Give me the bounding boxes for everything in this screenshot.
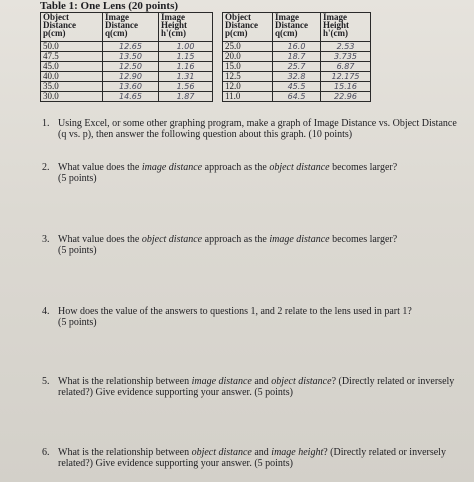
image-distance-cell: 12.65 [103, 42, 159, 52]
question-4 [42, 306, 457, 328]
question-text: and [251, 447, 272, 458]
table-row [41, 82, 213, 92]
object-distance-cell: 12.5 [223, 72, 273, 82]
table-row [223, 62, 371, 72]
image-distance-cell: 13.60 [103, 82, 159, 92]
emphasis: image distance [141, 162, 203, 173]
question-text: What is the relationship between [58, 447, 192, 458]
table-caption: Table 1: One Lens (20 points) [40, 0, 179, 12]
object-distance-cell: 25.0 [223, 42, 273, 52]
question-6 [42, 447, 457, 469]
table-row [41, 42, 213, 52]
question-5 [42, 376, 457, 398]
table-header-row [223, 13, 371, 42]
image-height-cell: 3.735 [321, 52, 371, 62]
question-text: and [251, 376, 272, 387]
table-row [41, 92, 213, 102]
question-text: approach as the [202, 162, 270, 173]
image-height-cell: 22.96 [321, 92, 371, 102]
image-height-cell: 12.175 [321, 72, 371, 82]
table-row [41, 52, 213, 62]
image-distance-cell: 12.50 [103, 62, 159, 72]
emphasis: object distance [269, 162, 330, 173]
header-image-distance: Image Distance q(cm) [103, 13, 159, 42]
question-text: approach as the [202, 234, 270, 245]
table-row [223, 72, 371, 82]
question-number: 1. [42, 118, 50, 129]
question-number: 2. [42, 162, 50, 173]
question-text: How does the value of the answers to questions 1, and 2 relate to the lens used in part 1? [58, 306, 412, 317]
data-table-left [40, 12, 213, 102]
object-distance-cell: 35.0 [41, 82, 103, 92]
header-object-distance: Object Distance p(cm) [41, 13, 103, 42]
header-image-height: Image Height h'(cm) [321, 13, 371, 42]
image-height-cell: 2.53 [321, 42, 371, 52]
image-distance-cell: 12.90 [103, 72, 159, 82]
image-distance-cell: 45.5 [273, 82, 321, 92]
table-header-row [41, 13, 213, 42]
question-number: 6. [42, 447, 50, 458]
header-object-distance: Object Distance p(cm) [223, 13, 273, 42]
image-height-cell: 1.15 [159, 52, 213, 62]
question-text: ? (Directly related or inversely related?) Give evidence supporting your answer. (5 points) [58, 447, 446, 469]
question-number: 5. [42, 376, 50, 387]
image-distance-cell: 16.0 [273, 42, 321, 52]
header-image-height: Image Height h'(cm) [159, 13, 213, 42]
question-points: (5 points) [58, 173, 97, 184]
image-distance-cell: 18.7 [273, 52, 321, 62]
question-points: (5 points) [58, 245, 97, 256]
table-row [223, 92, 371, 102]
table-row [223, 82, 371, 92]
question-text: Using Excel, or some other graphing program, make a graph of Image Distance vs. Object Distance (q vs. p), then answer the following question about this graph. (10 points) [58, 118, 457, 140]
question-text: What is the relationship between [58, 376, 192, 387]
table-row [41, 62, 213, 72]
image-height-cell: 1.16 [159, 62, 213, 72]
object-distance-cell: 11.0 [223, 92, 273, 102]
question-text: becomes larger? [329, 234, 398, 245]
image-distance-cell: 14.65 [103, 92, 159, 102]
question-number: 3. [42, 234, 50, 245]
emphasis: object distance [271, 376, 332, 387]
image-height-cell: 15.16 [321, 82, 371, 92]
image-distance-cell: 25.7 [273, 62, 321, 72]
question-text: becomes larger? [329, 162, 398, 173]
question-2 [42, 162, 457, 184]
image-distance-cell: 64.5 [273, 92, 321, 102]
table-row [41, 72, 213, 82]
image-height-cell: 6.87 [321, 62, 371, 72]
object-distance-cell: 45.0 [41, 62, 103, 72]
question-text: What value does the [58, 162, 142, 173]
object-distance-cell: 12.0 [223, 82, 273, 92]
object-distance-cell: 50.0 [41, 42, 103, 52]
question-1 [42, 118, 457, 140]
question-text: ? (Directly related or inversely related?) Give evidence supporting your answer. (5 points) [58, 376, 455, 398]
table-row [223, 42, 371, 52]
object-distance-cell: 40.0 [41, 72, 103, 82]
image-height-cell: 1.56 [159, 82, 213, 92]
object-distance-cell: 20.0 [223, 52, 273, 62]
emphasis: object distance [191, 447, 252, 458]
image-distance-cell: 13.50 [103, 52, 159, 62]
data-table-right [222, 12, 371, 102]
question-number: 4. [42, 306, 50, 317]
image-distance-cell: 32.8 [273, 72, 321, 82]
question-points: (5 points) [58, 317, 97, 328]
object-distance-cell: 47.5 [41, 52, 103, 62]
question-text: What value does the [58, 234, 142, 245]
object-distance-cell: 30.0 [41, 92, 103, 102]
table-row [223, 52, 371, 62]
header-image-distance: Image Distance q(cm) [273, 13, 321, 42]
image-height-cell: 1.00 [159, 42, 213, 52]
object-distance-cell: 15.0 [223, 62, 273, 72]
emphasis: image distance [191, 376, 252, 387]
emphasis: object distance [141, 234, 203, 245]
emphasis: image height [271, 447, 324, 458]
question-3 [42, 234, 457, 256]
image-height-cell: 1.31 [159, 72, 213, 82]
image-height-cell: 1.87 [159, 92, 213, 102]
emphasis: image distance [269, 234, 330, 245]
